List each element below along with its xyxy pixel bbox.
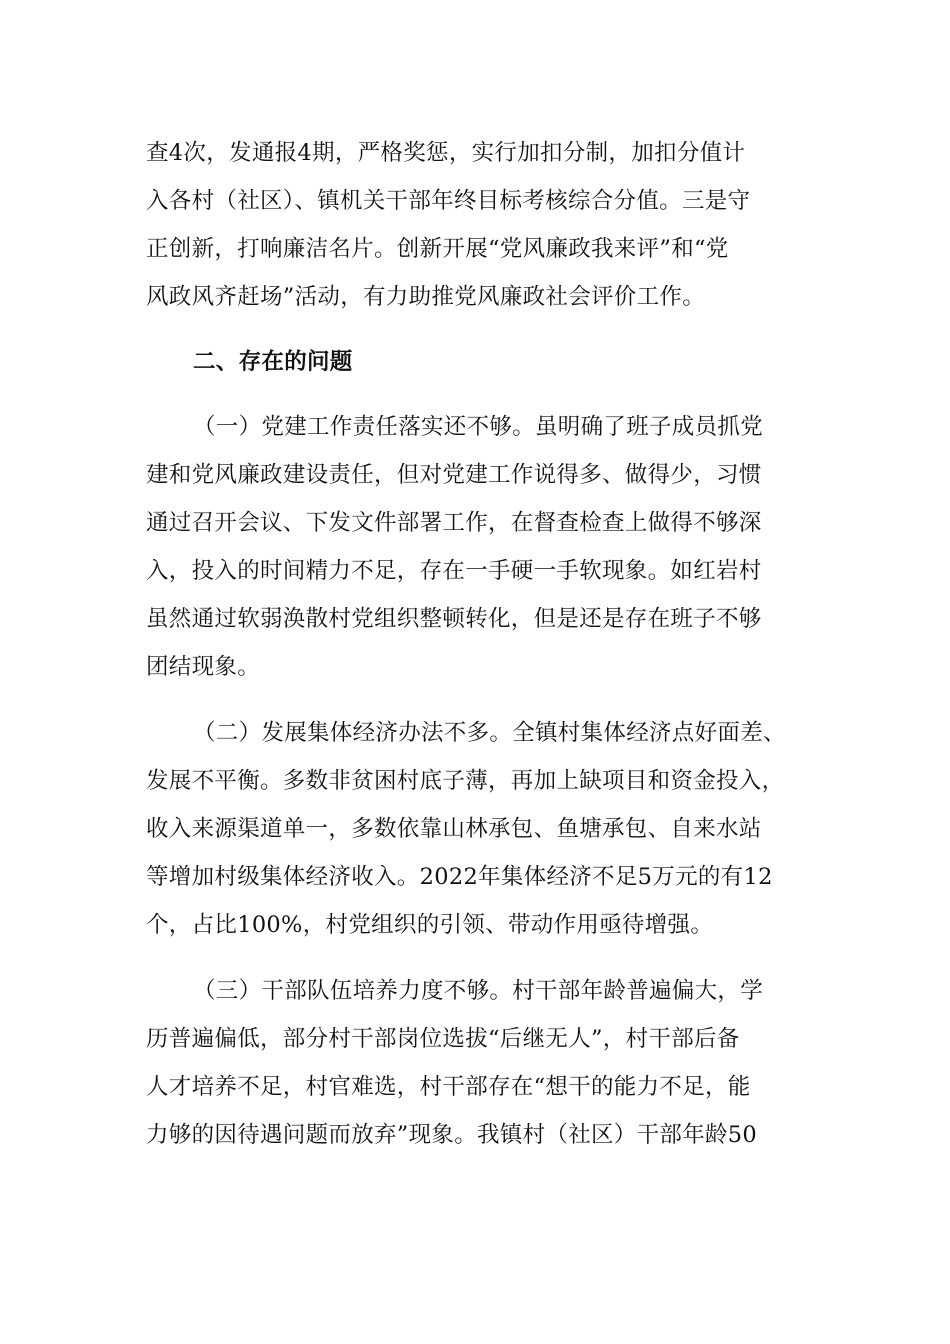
body-text-line: （一）党建工作责任落实还不够。虽明确了班子成员抓党	[193, 414, 764, 440]
body-text-line: 建和党风廉政建设责任，但对党建工作说得多、做得少，习惯	[146, 462, 762, 488]
body-text-line: 发展不平衡。多数非贫困村底子薄，再加上缺项目和资金投入，	[146, 768, 785, 794]
body-text-line: （三）干部队伍培养力度不够。村干部年龄普遍偏大，学	[193, 978, 764, 1004]
body-text-line: 入，投入的时间精力不足，存在一手硬一手软现象。如红岩村	[146, 558, 762, 584]
body-text-line: 团结现象。	[146, 654, 261, 680]
body-text-line: 个，占比100%，村党组织的引领、带动作用亟待增强。	[146, 912, 714, 938]
section-heading: 二、存在的问题	[193, 349, 353, 375]
body-text-line: 等增加村级集体经济收入。2022年集体经济不足5万元的有12	[146, 864, 773, 890]
body-text-line: 风政风齐赶场”活动，有力助推党风廉政社会评价工作。	[146, 284, 706, 310]
body-text-line: 人才培养不足，村官难选，村干部存在“想干的能力不足，能	[146, 1074, 751, 1100]
body-text-line: 正创新，打响廉洁名片。创新开展“党风廉政我来评”和“党	[146, 236, 729, 262]
body-text-line: （二）发展集体经济办法不多。全镇村集体经济点好面差、	[193, 720, 786, 746]
body-text-line: 历普遍偏低，部分村干部岗位选拔“后继无人”，村干部后备	[146, 1026, 740, 1052]
body-text-line: 收入来源渠道单一，多数依靠山林承包、鱼塘承包、自来水站	[146, 816, 762, 842]
body-text-line: 查4次，发通报4期，严格奖惩，实行加扣分制，加扣分值计	[146, 140, 746, 166]
body-text-line: 通过召开会议、下发文件部署工作，在督查检查上做得不够深	[146, 510, 762, 536]
body-text-line: 虽然通过软弱涣散村党组织整顿转化，但是还是存在班子不够	[146, 606, 762, 632]
body-text-line: 入各村（社区）、镇机关干部年终目标考核综合分值。三是守	[146, 188, 751, 214]
body-text-line: 力够的因待遇问题而放弃”现象。我镇村（社区）干部年龄50	[146, 1122, 758, 1148]
